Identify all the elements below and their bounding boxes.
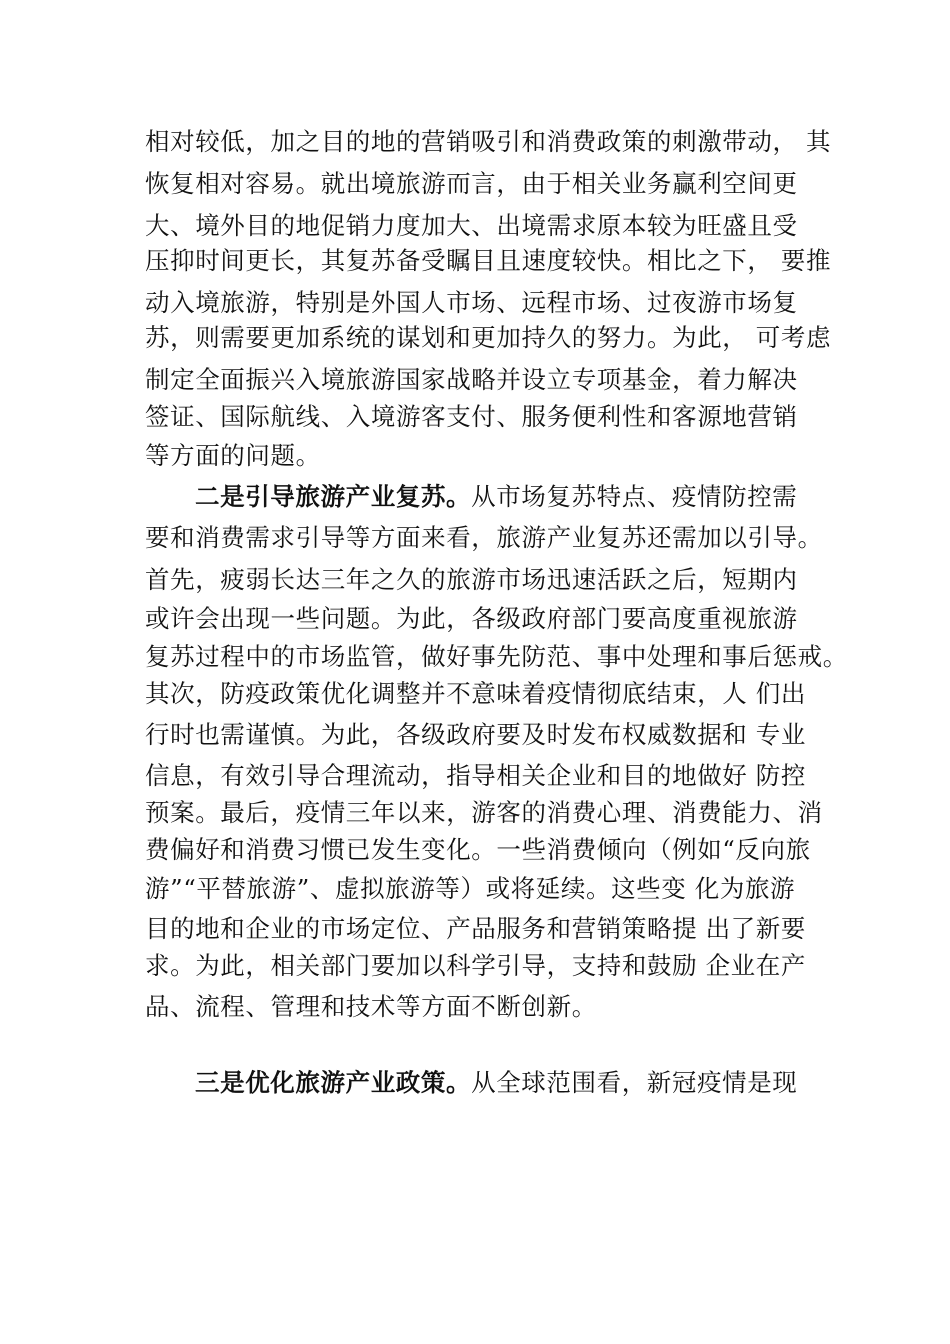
text-line: 大、境外目的地促销力度加大、出境需求原本较为旺盛且受	[145, 211, 798, 240]
text-line: 求。为此，相关部门要加以科学引导，支持和鼓励 企业在产	[145, 951, 806, 980]
text-line: 动入境旅游，特别是外国人市场、远程市场、过夜游市场复	[145, 288, 798, 317]
text-line: 复苏过程中的市场监管，做好事先防范、事中处理和事后惩戒。	[145, 642, 848, 671]
text-line: 其次，防疫政策优化调整并不意味着疫情彻底结束，人 们出	[145, 679, 806, 708]
paragraph-3-first-line	[195, 1068, 797, 1098]
text-line: 费偏好和消费习惯已发生变化。一些消费倾向（例如“反向旅	[145, 835, 811, 864]
text-line: 游”“平替旅游”、虚拟旅游等）或将延续。这些变 化为旅游	[145, 874, 796, 903]
text-line: 或许会出现一些问题。为此，各级政府部门要高度重视旅游	[145, 604, 798, 633]
text-line: 苏，则需要更加系统的谋划和更加持久的努力。为此， 可考虑	[145, 323, 832, 352]
text-line: 要和消费需求引导等方面来看，旅游产业复苏还需加以引导。	[145, 523, 823, 552]
text-line: 目的地和企业的市场定位、产品服务和营销策略提 出了新要	[145, 914, 806, 943]
text-line: 等方面的问题。	[145, 441, 321, 470]
paragraph-3-heading: 三是优化旅游产业政策。	[195, 1068, 472, 1097]
text-line: 制定全面振兴入境旅游国家战略并设立专项基金，着力解决	[145, 365, 798, 394]
text-line: 压抑时间更长，其复苏备受瞩目且速度较快。相比之下， 要推	[145, 246, 832, 275]
text-line: 信息，有效引导合理流动，指导相关企业和目的地做好 防控	[145, 761, 806, 790]
paragraph-3-first-line-text: 从全球范围看，新冠疫情是现	[471, 1068, 798, 1097]
paragraph-2-heading: 二是引导旅游产业复苏。	[195, 482, 472, 511]
text-line: 行时也需谨慎。为此，各级政府要及时发布权威数据和 专业	[145, 720, 806, 749]
text-line: 预案。最后，疫情三年以来，游客的消费心理、消费能力、消	[145, 798, 823, 827]
paragraph-2-first-line	[195, 482, 797, 512]
text-line: 相对较低，加之目的地的营销吸引和消费政策的刺激带动， 其	[145, 127, 832, 156]
text-line: 品、流程、管理和技术等方面不断创新。	[145, 992, 597, 1021]
paragraph-2-first-line-text: 从市场复苏特点、疫情防控需	[471, 482, 798, 511]
text-line: 恢复相对容易。就出境旅游而言，由于相关业务赢利空间更	[145, 169, 798, 198]
text-line: 首先，疲弱长达三年之久的旅游市场迅速活跃之后，短期内	[145, 565, 798, 594]
text-line: 签证、国际航线、入境游客支付、服务便利性和客源地营销	[145, 402, 798, 431]
